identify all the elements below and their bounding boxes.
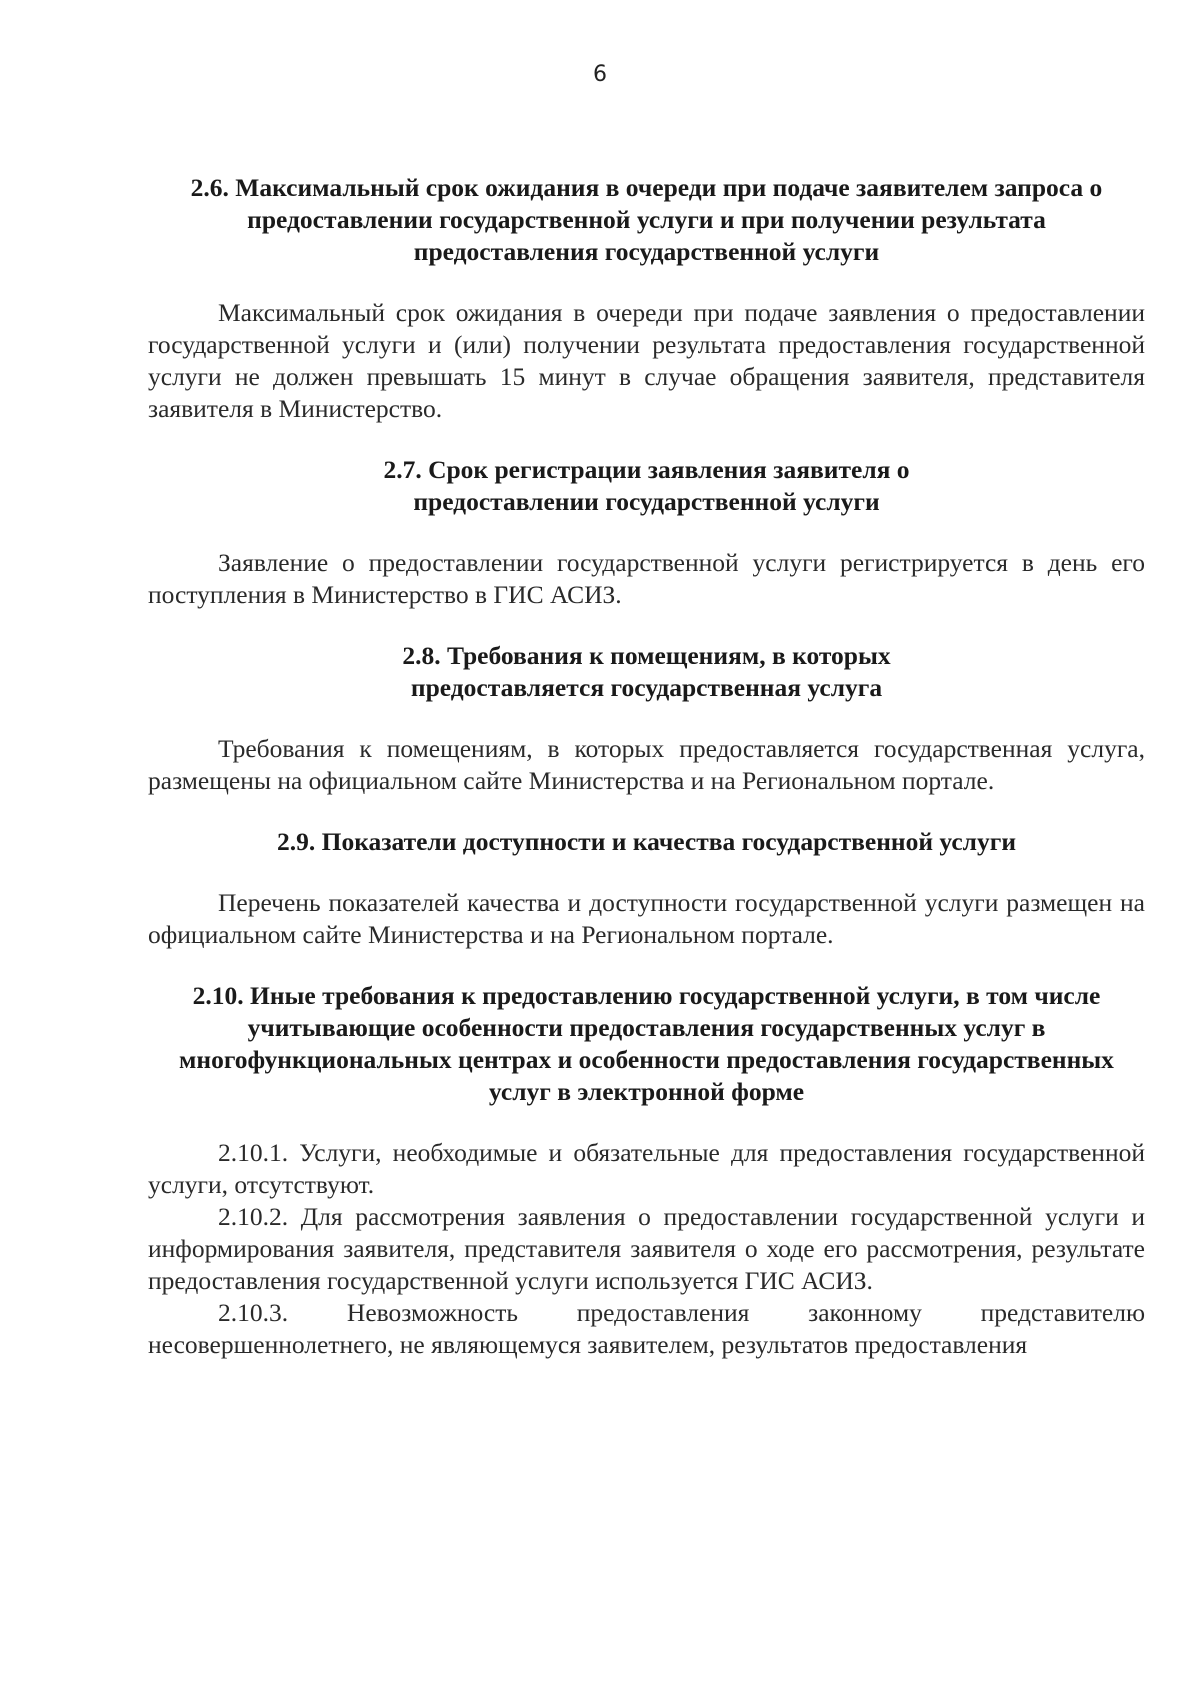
section-2-7 — [148, 454, 1145, 640]
section-heading: 2.7. Срок регистрации заявления заявителя о предоставлении государственной услуги — [383, 455, 910, 516]
section-heading: 2.9. Показатели доступности и качества государственной услуги — [276, 827, 1017, 856]
page-number: 6 — [593, 62, 607, 87]
section-2-10 — [148, 980, 1145, 1361]
section-paragraph: Заявление о предоставлении государственной услуги регистрируется в день его поступления в Министерство в ГИС АСИЗ. — [148, 548, 1145, 609]
section-paragraph: Перечень показателей качества и доступности государственной услуги размещен на официальном сайте Министерства и на Региональном портале. — [148, 888, 1145, 949]
section-paragraph: 2.10.1. Услуги, необходимые и обязательные для предоставления государственной услуги, отсутствуют. — [148, 1138, 1145, 1199]
section-paragraph: 2.10.2. Для рассмотрения заявления о предоставлении государственной услуги и информирования заявителя, представителя заявителя о ходе его рассмотрения, результате предоставления государственной услуги используется ГИС АСИЗ. — [148, 1202, 1145, 1295]
section-paragraph: Требования к помещениям, в которых предоставляется государственная услуга, размещены на официальном сайте Министерства и на Региональном портале. — [148, 734, 1145, 795]
section-heading: 2.10. Иные требования к предоставлению государственной услуги, в том числе учитывающие особенности предоставления государственных услуг в многофункциональных центрах и особенности предоставления государственных услуг в электронной форме — [179, 981, 1114, 1106]
document-body — [148, 172, 1145, 1361]
section-heading: 2.8. Требования к помещениям, в которых предоставляется государственная услуга — [402, 641, 891, 702]
section-paragraph: Максимальный срок ожидания в очереди при подаче заявления о предоставлении государственной услуги и (или) получении результата предоставления государственной услуги не должен превышать 15 минут в случае обращения заявителя, представителя заявителя в Министерство. — [148, 298, 1145, 423]
section-2-6 — [148, 172, 1145, 454]
section-2-8 — [148, 640, 1145, 826]
section-paragraph: 2.10.3. Невозможность предоставления законному представителю несовершеннолетнего, не являющемуся заявителем, результатов предоставления — [148, 1298, 1145, 1359]
section-heading: 2.6. Максимальный срок ожидания в очереди при подаче заявителем запроса о предоставлении государственной услуги и при получении результата предоставления государственной услуги — [190, 173, 1103, 266]
section-2-9 — [148, 826, 1145, 980]
